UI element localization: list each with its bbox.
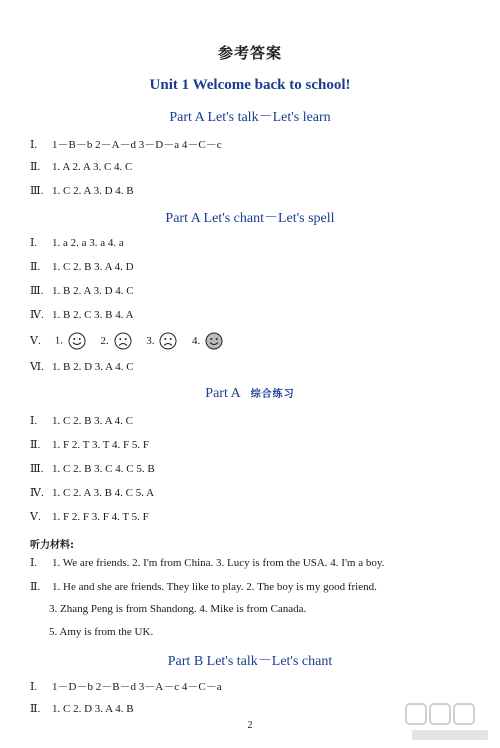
roman-numeral: Ⅳ. — [30, 309, 44, 321]
answer-text: 1. C 2. A 3. B 4. C 5. A — [52, 487, 155, 499]
answer-line — [30, 438, 149, 451]
answer-text: 1. C 2. B 3. C 4. C 5. B — [52, 463, 155, 475]
face-item-number: 4. — [192, 334, 201, 347]
sad-face-icon — [114, 332, 132, 350]
answer-line — [30, 136, 222, 152]
answer-text: 1. F 2. F 3. F 4. T 5. F — [52, 511, 149, 523]
smile-face-icon — [68, 332, 86, 350]
roman-numeral: Ⅰ. — [30, 139, 38, 151]
roman-numeral: Ⅱ. — [30, 439, 41, 451]
listening-heading: 听力材料: — [30, 540, 74, 551]
section-heading-chant-spell: Part A Let's chant－Let's spell — [165, 211, 335, 226]
listening-line — [30, 580, 377, 593]
answer-text: 1. B 2. C 3. B 4. A — [52, 309, 134, 321]
roman-numeral: Ⅱ. — [30, 161, 41, 173]
listening-text: 5. Amy is from the UK. — [49, 626, 154, 638]
section-heading-part: Part A — [205, 386, 241, 401]
roman-numeral: Ⅴ. — [30, 511, 41, 523]
page-title: 参考答案 — [217, 44, 282, 62]
smile-face-icon — [205, 332, 223, 350]
listening-text: 3. Zhang Peng is from Shandong. 4. Mike is from Canada. — [49, 603, 307, 615]
answer-line — [30, 184, 134, 197]
listening-text: 1. He and she are friends. They like to play. 2. The boy is my good friend. — [52, 581, 377, 593]
roman-numeral: Ⅳ. — [30, 487, 44, 499]
answer-text: 1－D－b 2－B－d 3－A－c 4－C－a — [52, 681, 222, 693]
roman-numeral: Ⅱ. — [30, 261, 41, 273]
sad-face-icon — [159, 332, 177, 350]
answer-line — [30, 486, 154, 499]
answer-line — [30, 414, 133, 427]
face-item-number: 2. — [100, 334, 109, 347]
face-item-number: 1. — [54, 334, 63, 347]
answer-line — [30, 360, 134, 373]
listening-line — [30, 556, 384, 569]
answer-line — [30, 702, 134, 715]
answer-line — [30, 236, 124, 249]
roman-numeral: Ⅲ. — [30, 463, 44, 475]
answer-line — [30, 260, 134, 273]
section-subtitle: 综合练习 — [250, 389, 295, 400]
roman-numeral: Ⅱ. — [30, 703, 41, 715]
page-number: 2 — [247, 720, 253, 731]
section-heading-practice — [0, 385, 500, 402]
answer-text: 1. a 2. a 3. a 4. a — [52, 237, 124, 249]
face-item-number: 3. — [146, 334, 155, 347]
answer-text: 1. F 2. T 3. T 4. F 5. F — [52, 439, 149, 451]
answer-line — [30, 284, 134, 297]
listening-text: 1. We are friends. 2. I'm from China. 3. Lucy is from the USA. 4. I'm a boy. — [52, 557, 385, 569]
roman-numeral: Ⅵ. — [30, 361, 44, 373]
answer-text: 1. C 2. A 3. D 4. B — [52, 185, 134, 197]
answer-line — [30, 462, 155, 475]
section-heading-talk-learn: Part A Let's talk－Let's learn — [169, 110, 331, 125]
roman-numeral: Ⅰ. — [30, 557, 38, 569]
roman-numeral: Ⅰ. — [30, 237, 38, 249]
answer-text: 1. B 2. A 3. D 4. C — [52, 285, 134, 297]
unit-title: Unit 1 Welcome back to school! — [149, 77, 351, 93]
roman-numeral: Ⅰ. — [30, 681, 38, 693]
answer-line — [30, 678, 222, 694]
watermark-logo-icon — [404, 700, 494, 744]
answer-text: 1. C 2. B 3. A 4. C — [52, 415, 133, 427]
section-heading-partb-talk-chant: Part B Let's talk－Let's chant — [167, 654, 333, 669]
roman-numeral: Ⅲ. — [30, 285, 44, 297]
answer-line — [30, 510, 149, 523]
answer-line — [30, 160, 132, 173]
answer-text: 1－B－b 2－A－d 3－D－a 4－C－c — [52, 139, 222, 151]
roman-numeral: Ⅲ. — [30, 185, 44, 197]
answer-line — [30, 308, 134, 321]
answer-text: 1. B 2. D 3. A 4. C — [52, 361, 134, 373]
roman-numeral: Ⅴ. — [30, 334, 41, 347]
roman-numeral: Ⅰ. — [30, 415, 38, 427]
answer-text: 1. A 2. A 3. C 4. C — [52, 161, 133, 173]
roman-numeral: Ⅱ. — [30, 581, 41, 593]
answer-text: 1. C 2. D 3. A 4. B — [52, 703, 134, 715]
answer-text: 1. C 2. B 3. A 4. D — [52, 261, 134, 273]
answer-line-faces — [30, 332, 225, 350]
